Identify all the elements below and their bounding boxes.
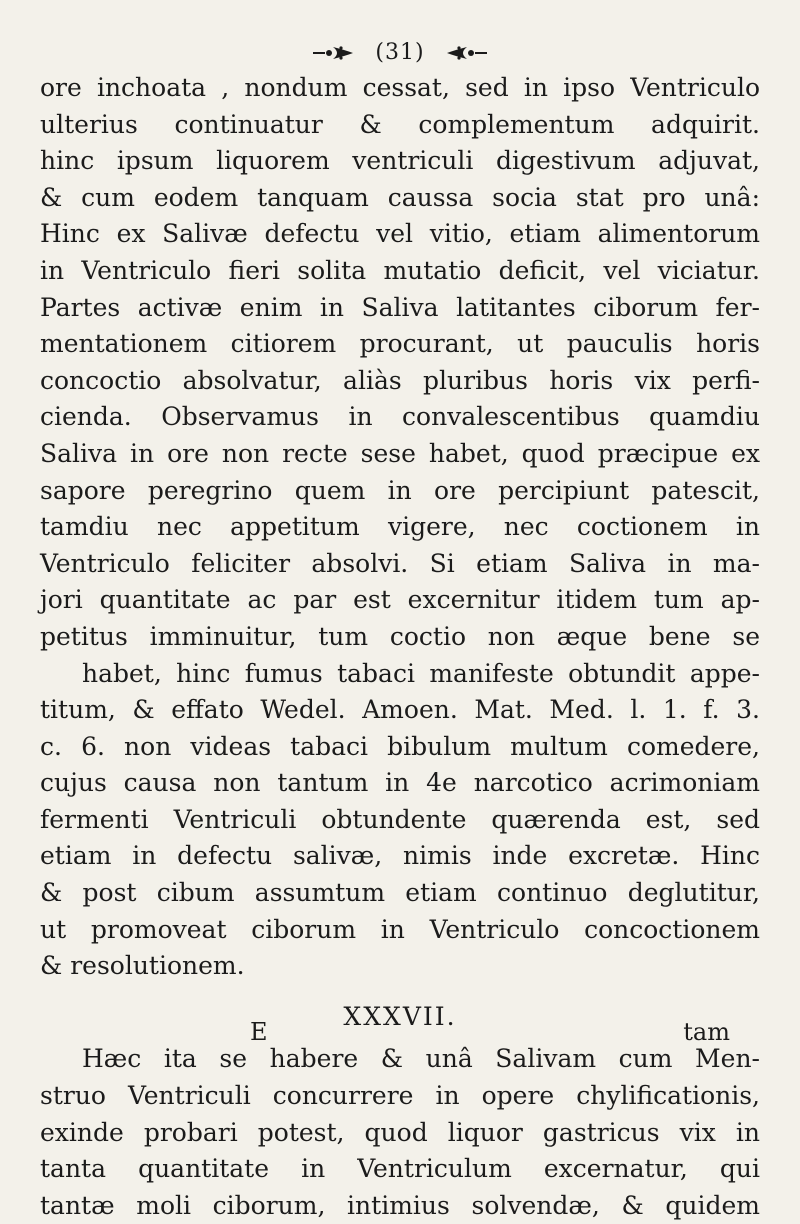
text-line: cujus causa non tantum in 4e narcotico acrimoniam — [40, 768, 760, 798]
text-line: struo Ventriculi concurrere in opere chylificationis, — [40, 1081, 760, 1111]
text-line: cienda. Observamus in convalescentibus quamdiu — [40, 402, 760, 432]
text-line: mentationem citiorem procurant, ut pauculis horis — [40, 329, 760, 359]
text-line: Hæc ita se habere & unâ Salivam cum Men- — [82, 1044, 760, 1074]
text-line: titum, & effato Wedel. Amoen. Mat. Med. l. 1. f. 3. — [40, 695, 760, 725]
text-line: ore inchoata , nondum cessat, sed in ipso Ventriculo — [40, 73, 760, 102]
text-line: fermenti Ventriculi obtundente quærenda est, sed — [40, 804, 760, 834]
paragraph-2 — [40, 1041, 760, 1224]
text-line: concoctio absolvatur, aliàs pluribus horis vix perfi- — [40, 365, 760, 395]
text-line: & cum eodem tanquam caussa socia stat pro unâ: — [40, 182, 760, 212]
text-line: sapore peregrino quem in ore percipiunt patescit, — [40, 475, 760, 505]
page-header — [0, 40, 800, 65]
main-text — [40, 70, 760, 1224]
text-line: ut promoveat ciborum in Ventriculo concoctionem — [40, 914, 760, 944]
text-line: tanta quantitate in Ventriculum excernatur, qui — [40, 1154, 760, 1184]
text-line: ulterius continuatur & complementum adquirit. — [40, 109, 760, 139]
text-line: Ventriculo feliciter absolvi. Si etiam Saliva in ma- — [40, 548, 760, 578]
text-line: & post cibum assumtum etiam continuo deglutitur, — [40, 878, 760, 908]
text-line: & resolutionem. — [40, 951, 245, 981]
text-line: in Ventriculo fieri solita mutatio deficit, vel viciatur. — [40, 255, 760, 285]
signature-mark: E — [250, 1018, 268, 1046]
text-line: Saliva in ore non recte sese habet, quod præcipue ex — [40, 438, 760, 468]
page-number: (31) — [375, 40, 425, 65]
text-line: habet, hinc fumus tabaci manifeste obtundit appe- — [82, 658, 760, 688]
ornament-left-icon — [311, 44, 357, 62]
text-line: c. 6. non videas tabaci bibulum multum comedere, — [40, 731, 760, 761]
text-line: petitus imminuitur, tum coctio non æque bene se — [40, 621, 760, 651]
catchword: tam — [683, 1018, 730, 1046]
ornament-right-icon — [443, 44, 489, 62]
paragraph-1 — [40, 70, 760, 985]
text-line: hinc ipsum liquorem ventriculi digestivum adjuvat, — [40, 146, 760, 176]
text-line: exinde probari potest, quod liquor gastricus vix in — [40, 1117, 760, 1147]
section-heading: XXXVII. — [343, 1001, 457, 1031]
text-line: jori quantitate ac par est excernitur itidem tum ap- — [40, 585, 760, 615]
text-line: Hinc ex Salivæ defectu vel vitio, etiam alimentorum — [40, 219, 760, 249]
text-line: Partes activæ enim in Saliva latitantes ciborum fer- — [40, 292, 760, 322]
text-line: tantæ moli ciborum, intimius solvendæ, & quidem — [40, 1190, 760, 1220]
text-line: etiam in defectu salivæ, nimis inde excretæ. Hinc — [40, 841, 760, 871]
text-line: tamdiu nec appetitum vigere, nec coctionem in — [40, 512, 760, 542]
